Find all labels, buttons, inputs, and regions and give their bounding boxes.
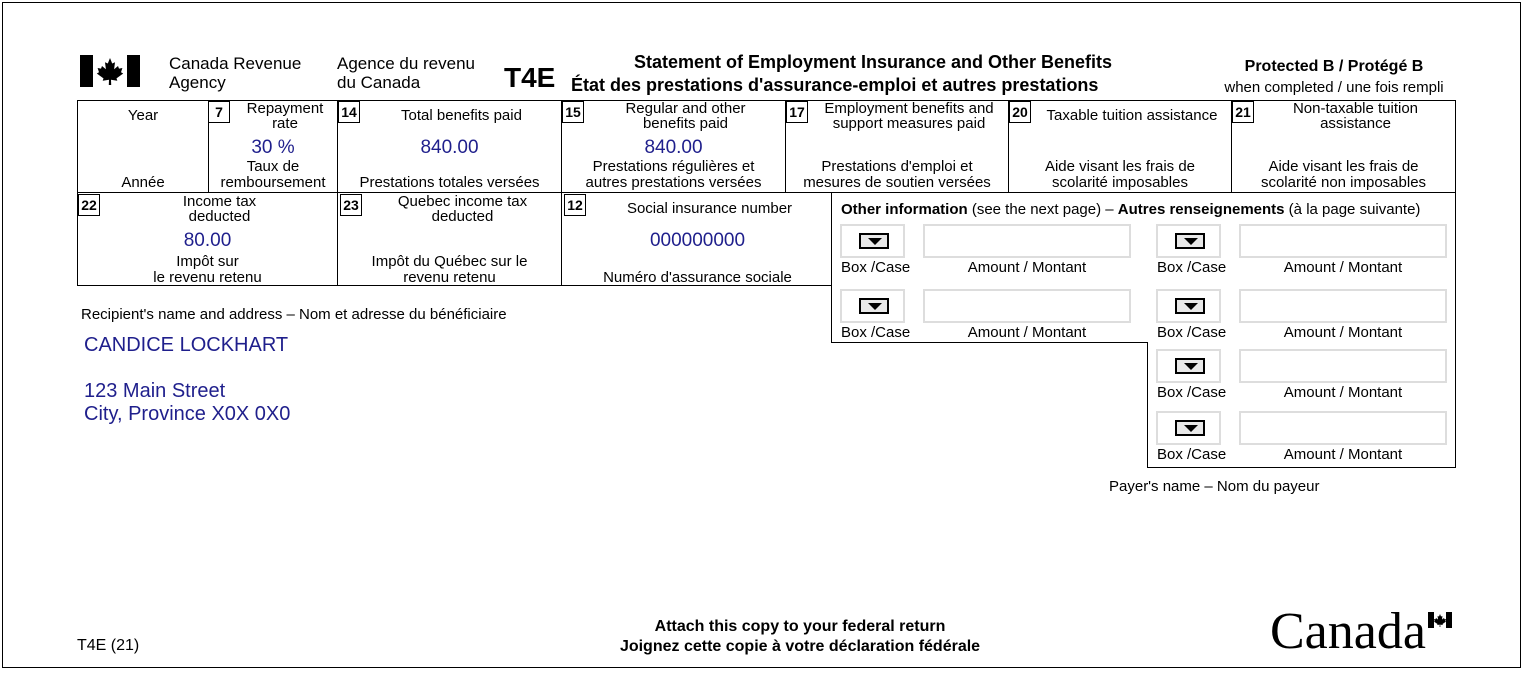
amount-input[interactable] [1239,411,1447,445]
box-number: 7 [208,101,230,123]
dropdown-arrow-icon[interactable] [859,298,889,314]
box-label-fr: Aide visant les frais de scolarité non imposables [1260,158,1427,191]
year-label-en: Year [127,107,159,124]
box-label-en: Income tax deducted [182,193,257,225]
box-label: Box /Case [1157,384,1227,401]
maple-leaf-icon [95,55,125,87]
amount-label: Amount / Montant [1283,384,1403,401]
other-info-heading: Other information (see the next page) – Autres renseignements (à la page suivante) [841,201,1421,218]
attach-instructions: Attach this copy to your federal return Joignez cette copie à votre déclaration fédérale [619,618,981,655]
box-number: 15 [562,101,584,123]
year-label-fr: Année [121,174,165,191]
box-number: 22 [78,194,100,216]
box-code-select[interactable] [840,289,905,323]
dropdown-arrow-icon[interactable] [1175,420,1205,436]
recipient-address[interactable]: 123 Main Street City, Province X0X 0X0 [84,380,291,425]
dropdown-arrow-icon[interactable] [1175,233,1205,249]
box-label-en: Taxable tuition assistance [1046,107,1218,124]
recipient-name[interactable]: CANDICE LOCKHART [84,334,289,356]
amount-label: Amount / Montant [1283,259,1403,276]
canada-wordmark: Canada [1270,606,1456,662]
box-label: Box /Case [1157,446,1227,463]
form-title-fr: État des prestations d'assurance-emploi et autres prestations [571,75,1099,95]
amount-input[interactable] [1239,224,1447,258]
protected-sublabel: when completed / une fois rempli [1224,79,1444,96]
amount-label: Amount / Montant [1283,324,1403,341]
box-label: Box /Case [1157,324,1227,341]
box-label-fr: Numéro d'assurance sociale [603,269,792,286]
box-code-select[interactable] [1156,411,1221,445]
amount-input[interactable] [923,289,1131,323]
form-code: T4E [504,62,556,93]
wordmark-flag-icon [1428,612,1452,628]
box-number: 17 [786,101,808,123]
box-label-fr: Prestations régulières et autres prestations versées [585,158,762,191]
amount-input[interactable] [1239,289,1447,323]
box-label-en: Social insurance number [626,200,793,217]
box-label: Box /Case [1157,259,1227,276]
box-code-select[interactable] [1156,349,1221,383]
dropdown-arrow-icon[interactable] [1175,298,1205,314]
sin-value[interactable]: 000000000 [649,230,746,251]
box-label: Box /Case [841,259,911,276]
box-label-en: Regular and other benefits paid [625,100,746,132]
amount-label: Amount / Montant [1283,446,1403,463]
box-label-en: Non-taxable tuition assistance [1292,100,1419,132]
protected-label: Protected B / Protégé B [1244,58,1424,75]
payer-label: Payer's name – Nom du payeur [1109,478,1320,495]
box-number: 21 [1232,101,1254,123]
amount-label: Amount / Montant [967,324,1087,341]
recipient-label: Recipient's name and address – Nom et adresse du bénéficiaire [81,306,507,323]
box-label-en: Total benefits paid [401,107,522,124]
box-label-en: Repayment rate [246,100,324,132]
box-code-select[interactable] [840,224,905,258]
box-number: 20 [1009,101,1031,123]
total-benefits-value[interactable]: 840.00 [420,137,479,158]
box-label-fr: Impôt sur le revenu retenu [153,253,262,286]
box-number: 12 [564,194,586,216]
form-title-en: Statement of Employment Insurance and Other Benefits [633,52,1113,72]
agency-name-fr: Agence du revenu du Canada [337,54,475,92]
box-label-fr: Prestations d'emploi et mesures de soutien versées [803,158,991,191]
dropdown-arrow-icon[interactable] [1175,358,1205,374]
dropdown-arrow-icon[interactable] [859,233,889,249]
agency-name-en: Canada Revenue Agency [169,54,302,92]
box-label-en: Quebec income tax deducted [397,193,528,225]
box-label-fr: Taux de remboursement [220,158,326,191]
repayment-rate-value[interactable]: 30 % [251,137,295,158]
amount-input[interactable] [923,224,1131,258]
box-code-select[interactable] [1156,289,1221,323]
regular-benefits-value[interactable]: 840.00 [644,137,703,158]
box-number: 14 [338,101,360,123]
box-label-fr: Prestations totales versées [359,174,540,191]
box-number: 23 [340,194,362,216]
form-id: T4E (21) [77,637,140,654]
box-label-fr: Impôt du Québec sur le revenu retenu [371,253,528,286]
box-label-en: Employment benefits and support measures paid [824,100,994,132]
box-code-select[interactable] [1156,224,1221,258]
income-tax-value[interactable]: 80.00 [183,230,232,251]
amount-input[interactable] [1239,349,1447,383]
amount-label: Amount / Montant [967,259,1087,276]
box-label: Box /Case [841,324,911,341]
box-label-fr: Aide visant les frais de scolarité imposables [1044,158,1196,191]
